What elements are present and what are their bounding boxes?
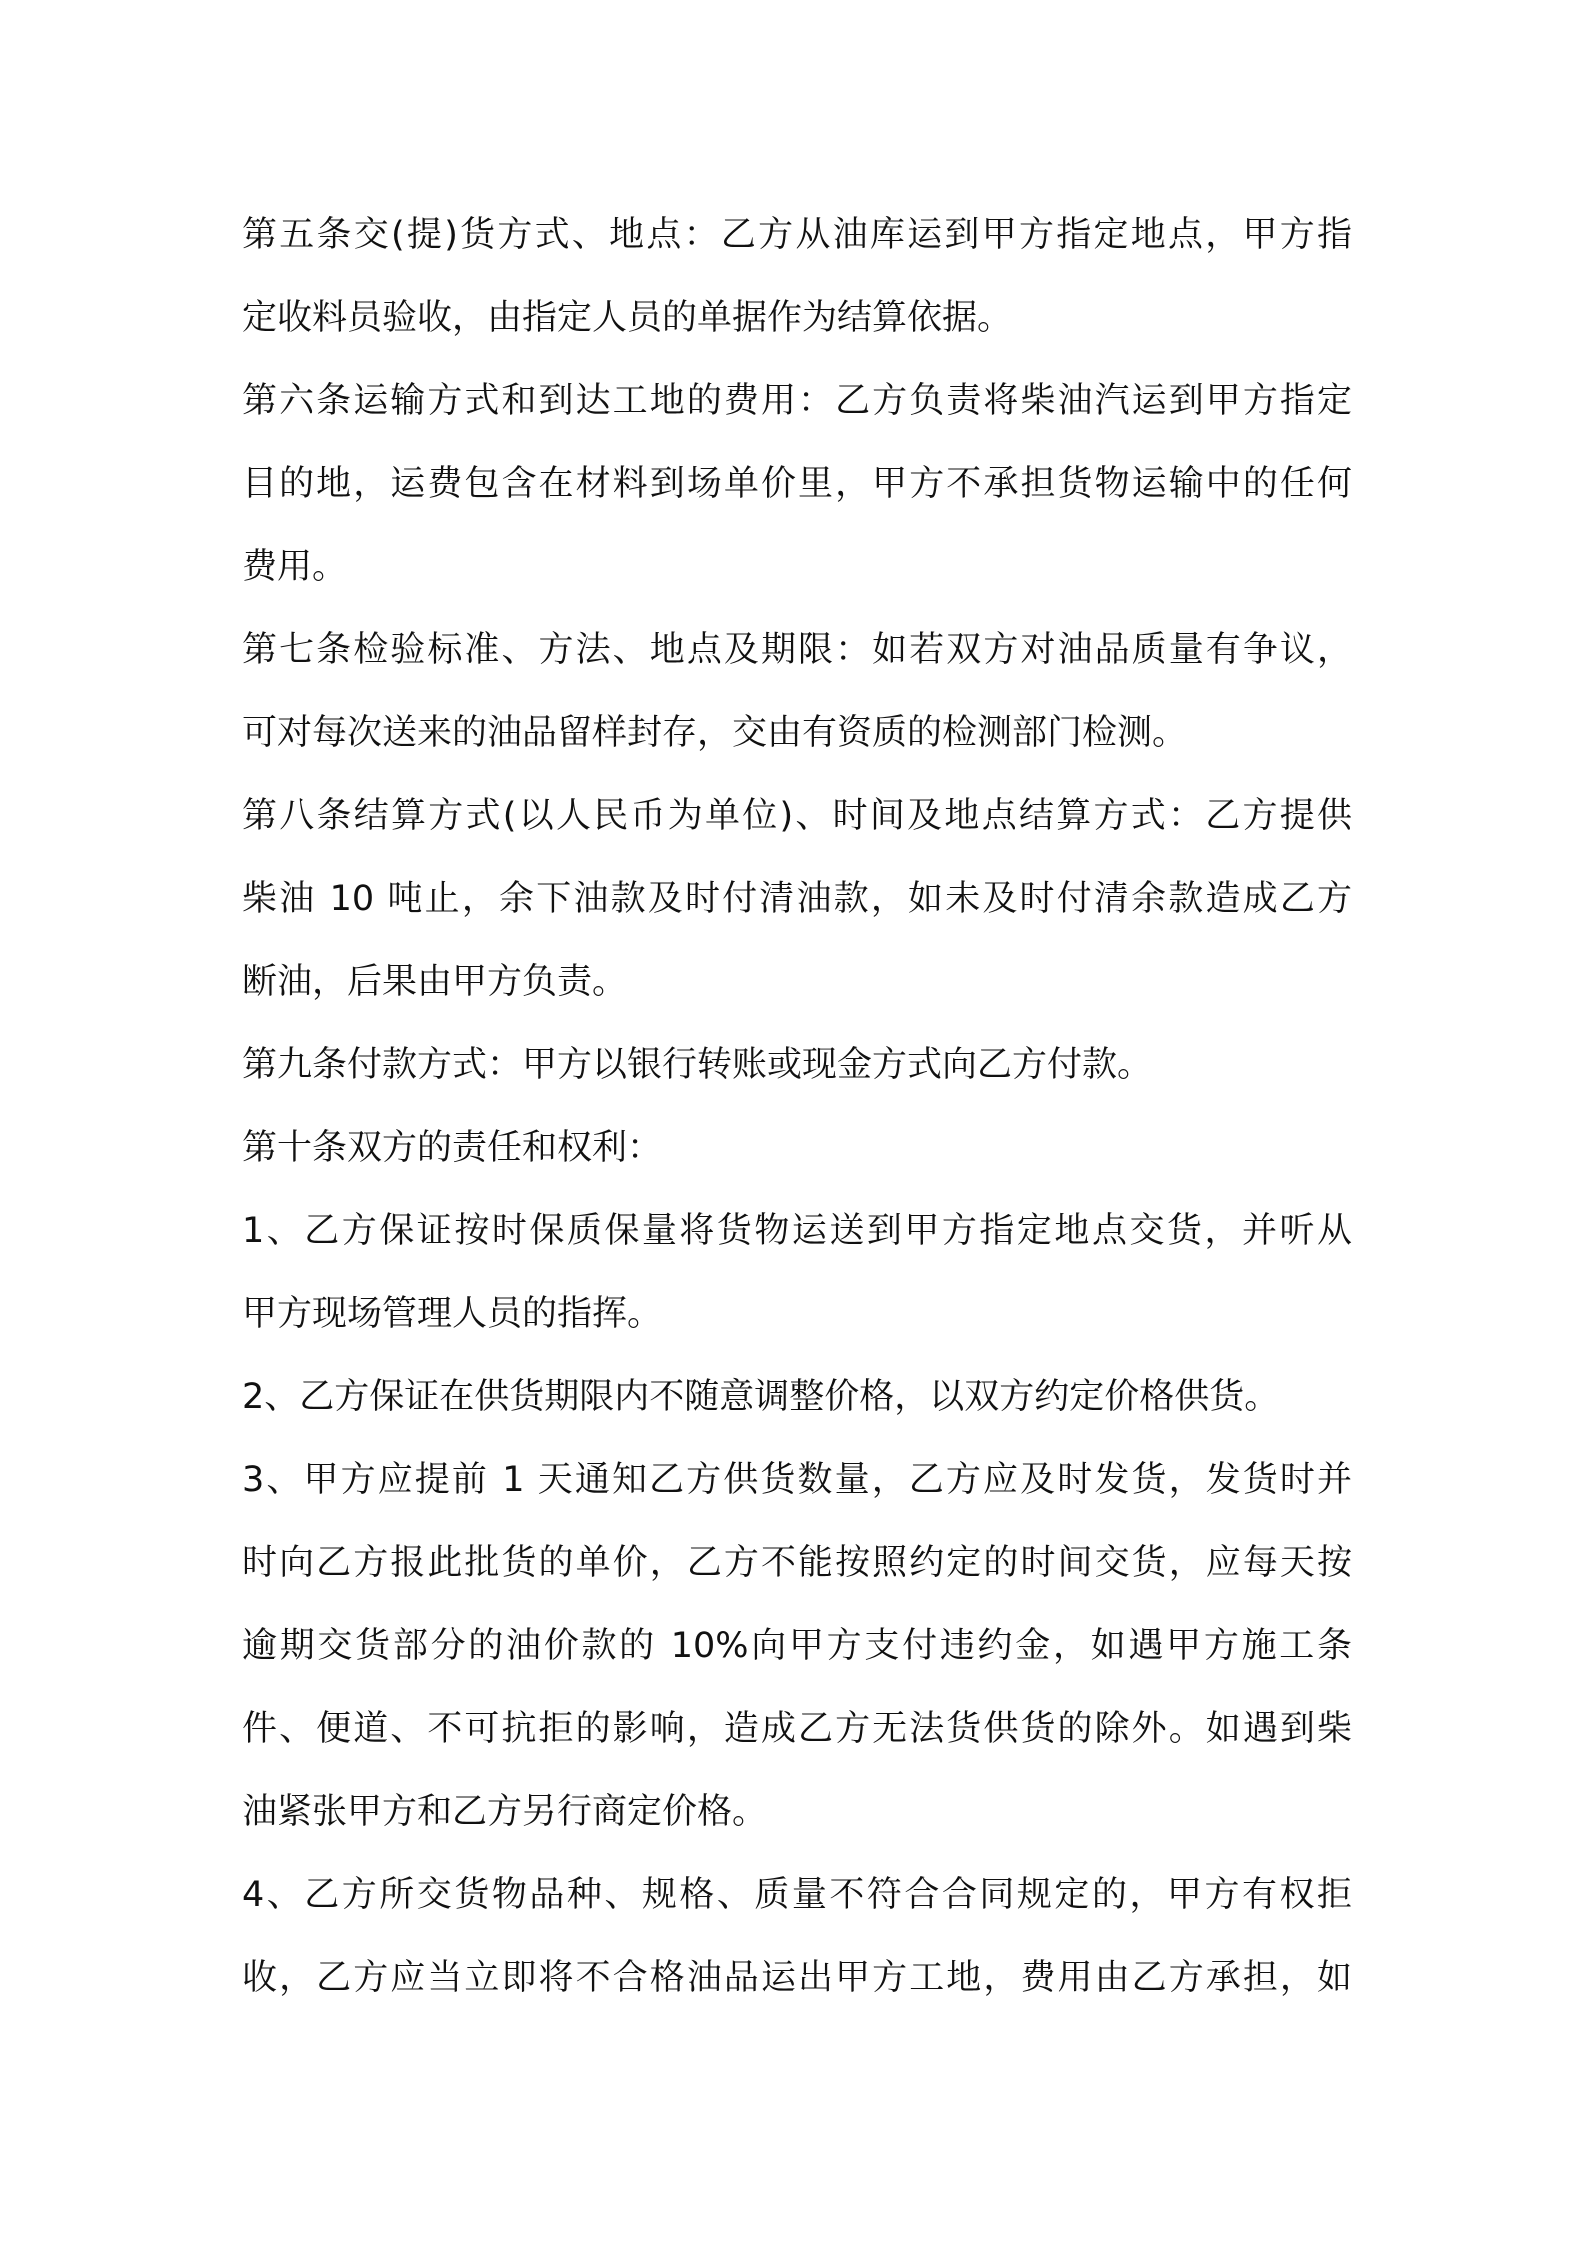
text-line: 时向乙方报此批货的单价，乙方不能按照约定的时间交货，应每天按: [242, 1543, 1352, 1583]
text-line: 4、乙方所交货物品种、规格、质量不符合合同规定的，甲方有权拒: [242, 1875, 1352, 1915]
text-line: 断油，后果由甲方负责。: [242, 962, 628, 1002]
clause-6-transport: [242, 360, 1352, 609]
text-line: 第九条付款方式：甲方以银行转账或现金方式向乙方付款。: [242, 1045, 1153, 1085]
contract-text: [242, 194, 1352, 2020]
clause-10-heading: [242, 1107, 1352, 1190]
text-line: 目的地，运费包含在材料到场单价里，甲方不承担货物运输中的任何: [242, 464, 1352, 504]
text-line: 1、乙方保证按时保质保量将货物运送到甲方指定地点交货，并听从: [242, 1211, 1352, 1251]
item-1: [242, 1190, 1352, 1356]
text-line: 费用。: [242, 547, 348, 587]
text-line: 3、甲方应提前 1 天通知乙方供货数量，乙方应及时发货，发货时并: [242, 1460, 1352, 1500]
item-3: [242, 1439, 1352, 1854]
clause-9-payment: [242, 1024, 1352, 1107]
text-line: 件、便道、不可抗拒的影响，造成乙方无法货供货的除外。如遇到柴: [242, 1709, 1352, 1749]
clause-5-delivery: [242, 194, 1352, 360]
text-line: 定收料员验收，由指定人员的单据作为结算依据。: [242, 298, 1013, 338]
text-line: 2、乙方保证在供货期限内不随意调整价格，以双方约定价格供货。: [242, 1377, 1280, 1417]
text-line: 甲方现场管理人员的指挥。: [242, 1294, 663, 1334]
text-line: 可对每次送来的油品留样封存，交由有资质的检测部门检测。: [242, 713, 1188, 753]
item-4: [242, 1854, 1352, 2020]
text-line: 第六条运输方式和到达工地的费用：乙方负责将柴油汽运到甲方指定: [242, 381, 1352, 421]
text-line: 逾期交货部分的油价款的 10%向甲方支付违约金，如遇甲方施工条: [242, 1626, 1352, 1666]
text-line: 收，乙方应当立即将不合格油品运出甲方工地，费用由乙方承担，如: [242, 1958, 1352, 1998]
text-line: 第十条双方的责任和权利：: [242, 1128, 663, 1168]
item-2: [242, 1356, 1352, 1439]
clause-7-inspection: [242, 609, 1352, 775]
text-line: 柴油 10 吨止，余下油款及时付清油款，如未及时付清余款造成乙方: [242, 879, 1352, 919]
text-line: 第七条检验标准、方法、地点及期限：如若双方对油品质量有争议，: [242, 630, 1352, 670]
clause-8-settlement: [242, 775, 1352, 1024]
text-line: 第五条交(提)货方式、地点：乙方从油库运到甲方指定地点，甲方指: [242, 215, 1352, 255]
text-line: 第八条结算方式(以人民币为单位)、时间及地点结算方式：乙方提供: [242, 796, 1352, 836]
text-line: 油紧张甲方和乙方另行商定价格。: [242, 1792, 768, 1832]
